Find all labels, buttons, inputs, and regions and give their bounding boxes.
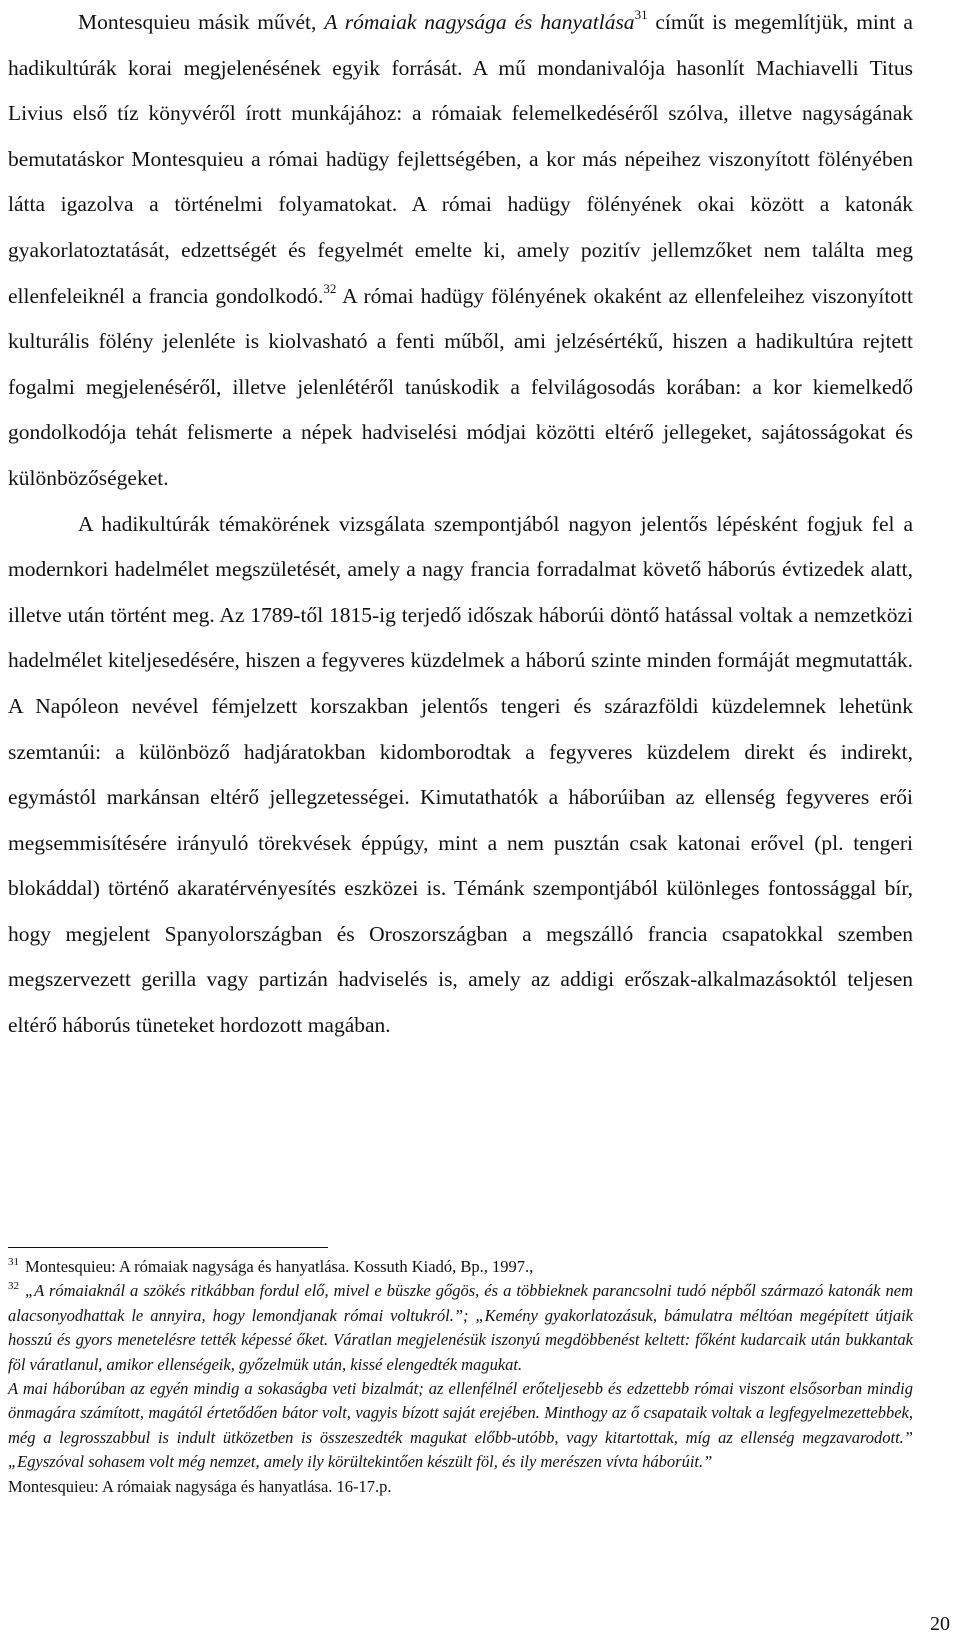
footnote-32-source-text: Montesquieu: A rómaiak nagysága és hanyatlása. 16-17.p. [8,1476,392,1496]
paragraph-1 [8,0,913,502]
footnote-separator [8,1247,328,1248]
paragraph-1-text-a: Montesquieu másik művét, [78,10,325,34]
main-text [8,0,913,1049]
footnote-32-quote-2: A mai háborúban az egyén mindig a sokaságba veti bizalmát; az ellenfélnél erőteljesebb és edzettebb római viszont elsősorban mindig önmagára számított, magától értetődően bátor volt, vagyis bízott saját erejében. Minthogy az ő csapataik voltak a legfegyelmezettebbek, még a legrosszabbul is indult ütközetben is összeszedték magukat előbb-utóbb, vagy kitartottak, míg az ellenség megzavarodott.” „Egyszóval sohasem volt még nemzet, amely ily körültekintően készült föl, és ily merészen vívta háborúit.” [8,1379,913,1472]
footnote-32-continued [8,1377,913,1475]
footnote-ref-31[interactable]: 31 [634,7,648,22]
footnote-32-source [8,1475,913,1499]
footnote-number-31: 31 [8,1256,19,1268]
footnote-number-32: 32 [8,1280,19,1293]
footnote-32 [8,1279,913,1377]
document-page [8,0,913,1049]
paragraph-1-text-c: A római hadügy fölényének okaként az ellenfeleihez viszonyított kulturális fölény jelenléte is kiolvasható a fenti műből, ami jelzésértékű, hiszen a hadikultúra rejtett fogalmi megjelenéséről, illetve jelenlétéről tanúskodik a felvilágosodás korában: a kor kiemelkedő gondolkodója tehát felismerte a népek hadviselési módjai közötti eltérő jellegeket, sajátosságokat és különbözőségeket. [8,283,913,490]
footnote-31-text: Montesquieu: A rómaiak nagysága és hanyatlása. Kossuth Kiadó, Bp., 1997., [25,1257,534,1276]
paragraph-2: A hadikultúrák témakörének vizsgálata szempontjából nagyon jelentős lépésként fogjuk fel a modernkori hadelmélet megszületését, amely a nagy francia forradalmat követő háborús évtizedek alatt, illetve után történt meg. Az 1789-től 1815-ig terjedő időszak háborúi döntő hatással voltak a nemzetközi hadelmélet kiteljesedésére, hiszen a fegyveres küzdelmek a háború szinte minden formáját megmutatták. A Napóleon nevével fémjelzett korszakban jelentős tengeri és szárazföldi küzdelemnek lehetünk szemtanúi: a különböző hadjáratokban kidomborodtak a fegyveres küzdelem direkt és indirekt, egymástól markánsan eltérő jellegzetességei. Kimutathatók a háborúiban az ellenség fegyveres erői megsemmisítésére irányuló törekvések éppúgy, mint a nem pusztán csak katonai erővel (pl. tengeri blokáddal) történő akaratérvényesítés eszközei is. Témánk szempontjából különleges fontossággal bír, hogy megjelent Spanyolországban és Oroszországban a megszálló francia csapatokkal szemben megszervezett gerilla vagy partizán hadviselés is, amely az addigi erőszak-alkalmazásoktól teljesen eltérő háborús tüneteket hordozott magában. [8,511,913,1038]
paragraph-1-text-b: címűt is megemlítjük, mint a hadikultúrák korai megjelenésének egyik forrását. A mű mondanivalója hasonlít Machiavelli Titus Livius első tíz könyvéről írott munkájához: a rómaiak felemelkedéséről szólva, illetve nagyságának bemutatáskor Montesquieu a római hadügy fejlettségében, a kor más népeihez viszonyított fölényében látta igazolva a történelmi folyamatokat. A római hadügy fölényének okai között a katonák gyakorlatoztatását, edzettségét és fegyelmét emelte ki, amely pozitív jellemzőket nem találta meg ellenfeleiknél a francia gondolkodó. [8,10,913,308]
footnote-32-quote-1: „A rómaiaknál a szökés ritkábban fordul elő, mivel e büszke gőgös, és a többieknek parancsolni tudó népből származó katonák nem alacsonyodhattak le annyira, hogy lemondjanak római voltukról.”; „Kemény gyakorlatozásuk, bámulatra méltóan megépített útjaik hosszú és gyors menetelésre tették képessé őket. Váratlan megjelenésük iszonyú megdöbbenést keltett: főként kudarcaik után bukkantak föl váratlanul, amikor ellenségeik, győzelmük után, kissé elengedték magukat. [8,1281,913,1374]
footnote-ref-32[interactable]: 32 [323,280,337,296]
book-title: A rómaiak nagysága és hanyatlása [324,10,635,34]
page-number: 20 [930,1613,950,1635]
footnote-31 [8,1255,913,1279]
footnotes [8,1255,913,1499]
